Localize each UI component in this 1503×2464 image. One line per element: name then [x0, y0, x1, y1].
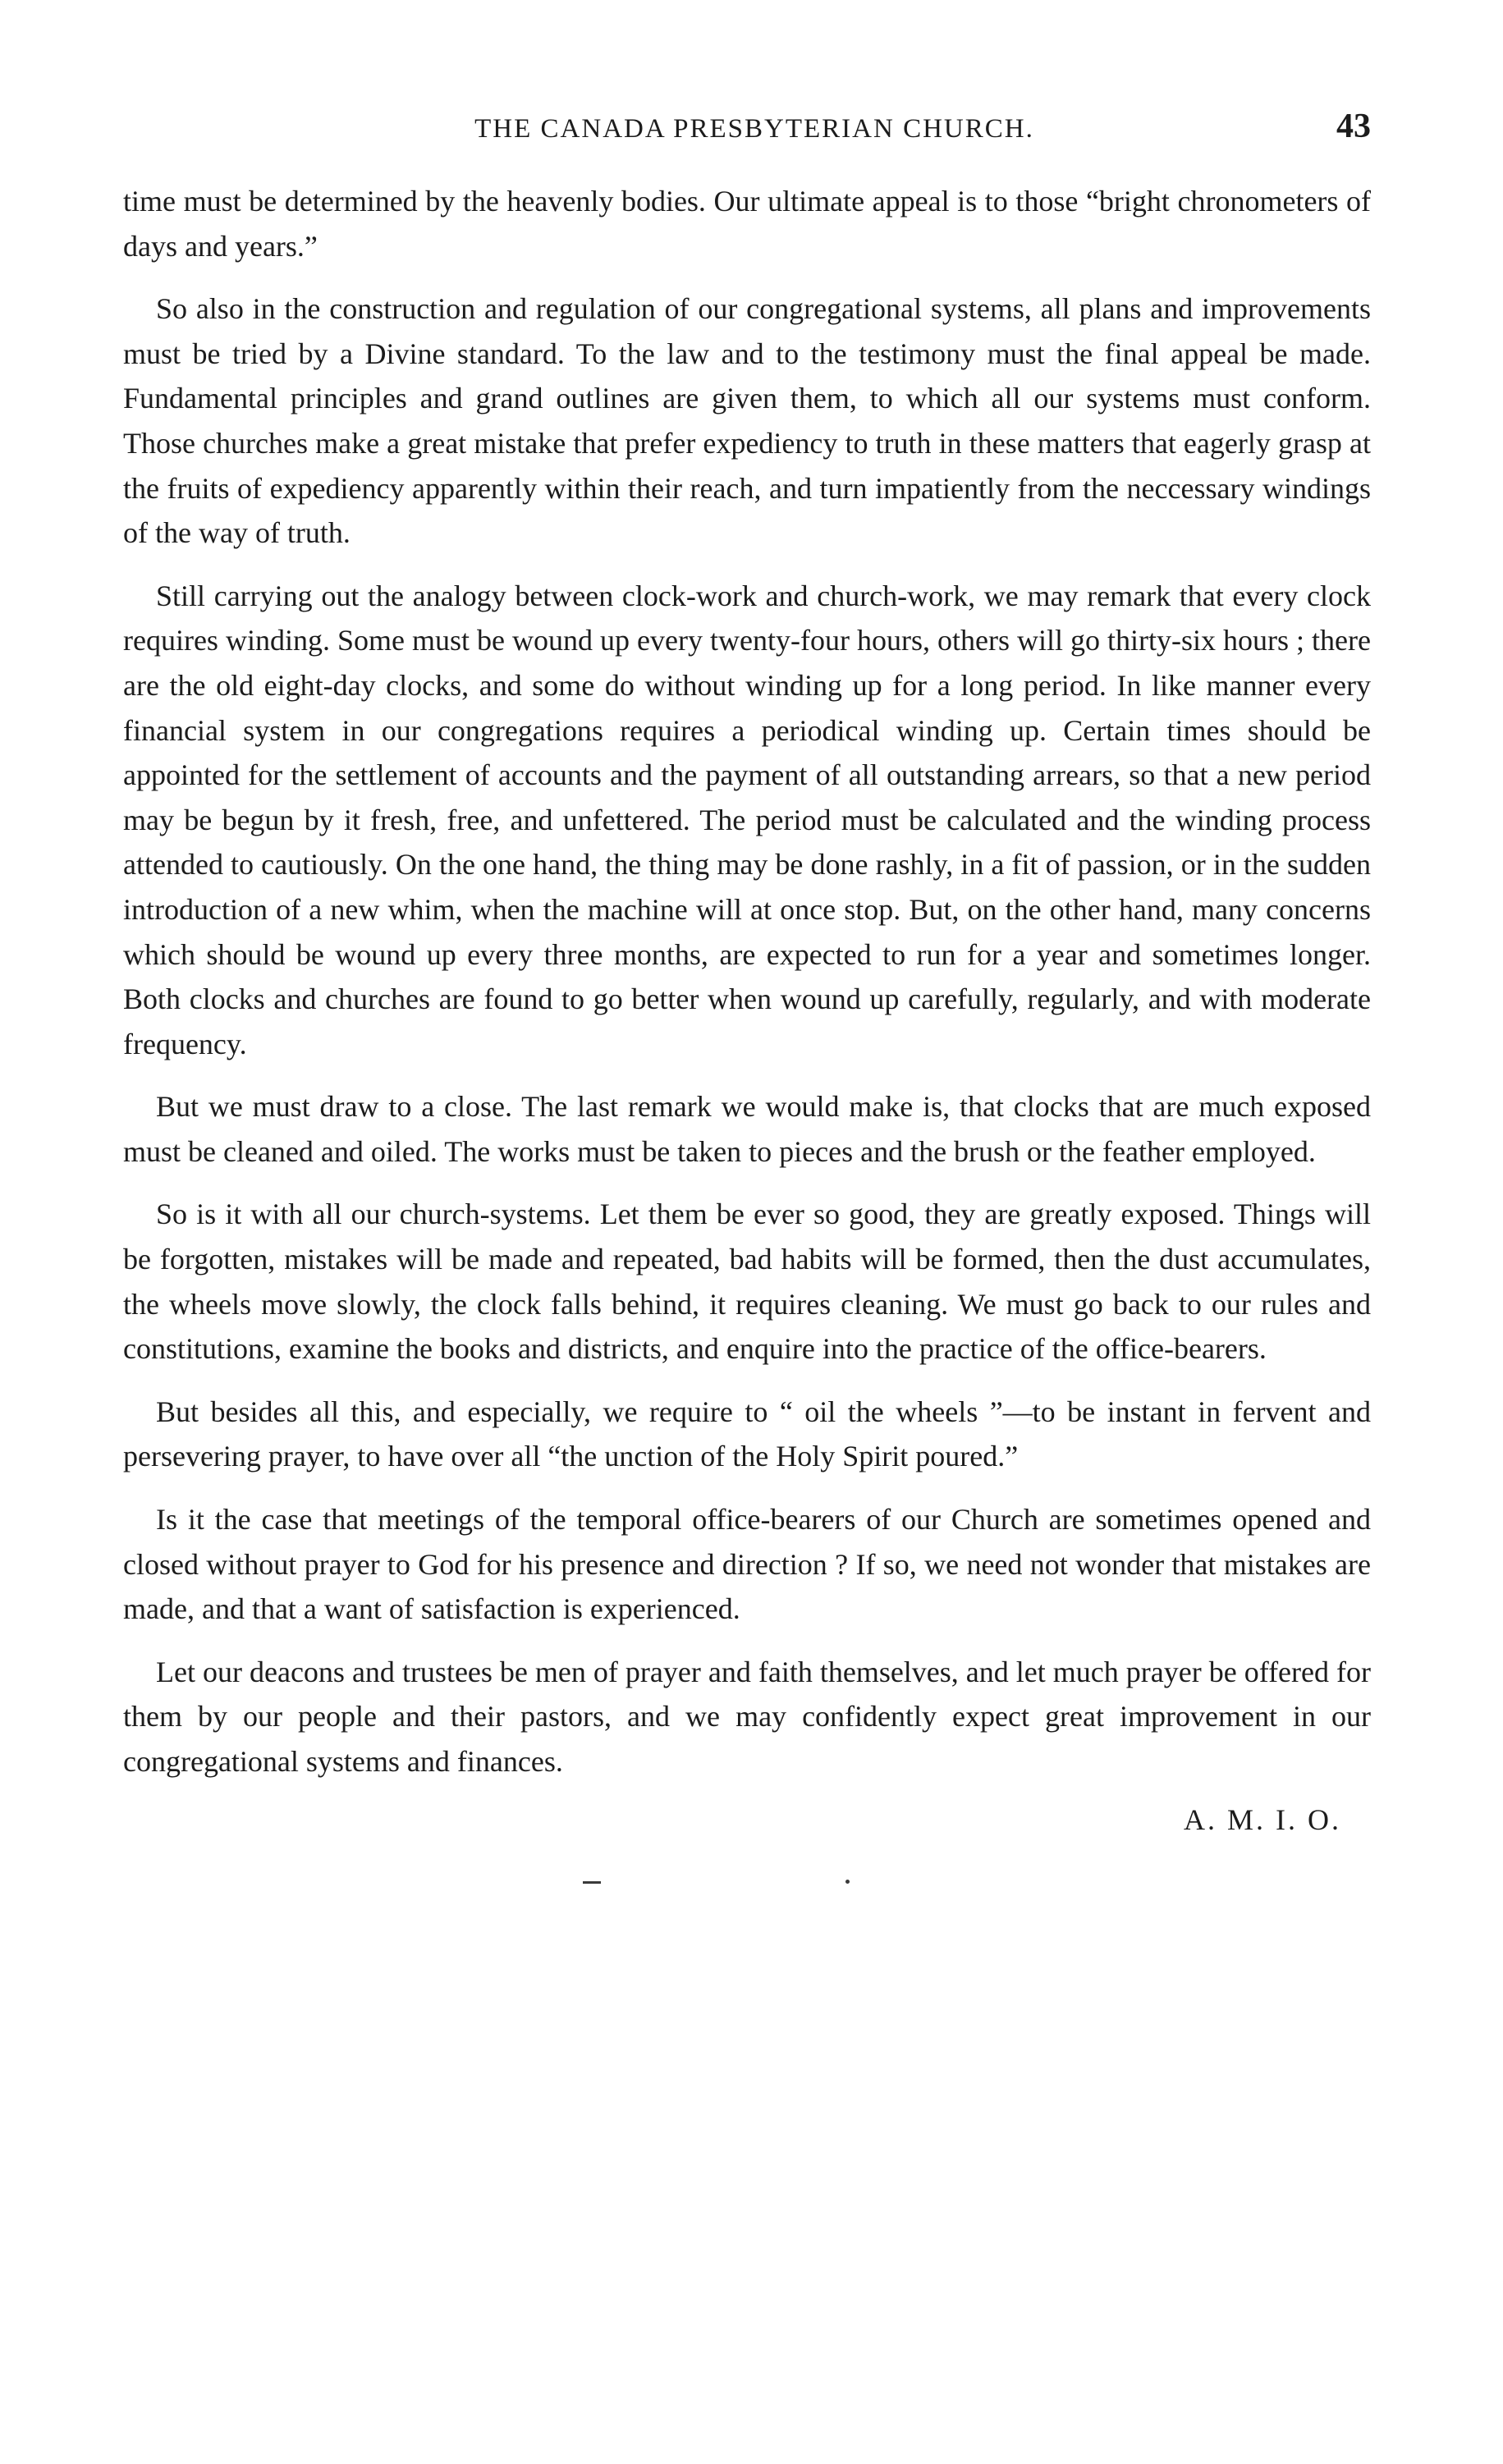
footer-dot: [845, 1880, 850, 1884]
paragraph-8: Let our deacons and trustees be men of prayer and faith themselves, and let much prayer be offered for them by our people and their pastors, and we may confidently expect great improvement in our congregational systems and finances.: [123, 1655, 1371, 1778]
page-number: 43: [1336, 108, 1371, 145]
running-title: THE CANADA PRESBYTERIAN CHURCH.: [474, 114, 1034, 144]
paragraph-3: Still carrying out the analogy between clock-work and church-work, we may remark that every clock requires winding. Some must be wound up every twenty-four hours, others will go thirty-six hours ; there are the old eight-day clocks, and some do without winding up for a long period. In like manner every financial system in our congregations requires a periodical winding up. Certain times should be appointed for the settlement of accounts and the payment of all outstanding arrears, so that a new period may be begun by it fresh, free, and unfettered. The period must be calculated and the winding process attended to cautiously. On the one hand, the thing may be done rashly, in a fit of passion, or in the sudden introduction of a new whim, when the machine will at once stop. But, on the other hand, many concerns which should be wound up every three months, are expected to run for a year and sometimes longer. Both clocks and churches are found to go better when wound up carefully, regularly, and with moderate frequency.: [123, 579, 1371, 1060]
running-header: [123, 107, 1371, 161]
paragraph-1: time must be determined by the heavenly bodies. Our ultimate appeal is to those “bright chronometers of days and years.”: [123, 185, 1371, 263]
paragraph-2: So also in the construction and regulation of our congregational systems, all plans and improvements must be tried by a Divine standard. To the law and to the testimony must the final appeal be made. Fundamental principles and grand outlines are given them, to which all our systems must conform. Those churches make a great mistake that prefer expediency to truth in these matters that eagerly grasp at the fruits of expediency apparently within their reach, and turn impatiently from the neccessary windings of the way of truth.: [123, 292, 1371, 550]
paragraph-7: Is it the case that meetings of the temporal office-bearers of our Church are sometimes opened and closed without prayer to God for his presence and direction ? If so, we need not wonder that mistakes are made, and that a want of satisfaction is experienced.: [123, 1503, 1371, 1626]
paragraph-6: But besides all this, and especially, we require to “ oil the wheels ”—to be instant in fervent and persevering prayer, to have over all “the unction of the Holy Spirit poured.”: [123, 1395, 1371, 1473]
document-page: [123, 107, 1371, 1911]
paragraph-4: But we must draw to a close. The last remark we would make is, that clocks that are much exposed must be cleaned and oiled. The works must be taken to pieces and the brush or the feather employed.: [123, 1090, 1371, 1168]
footer-dash: [583, 1881, 601, 1884]
author-signature: A. M. I. O.: [1184, 1802, 1341, 1836]
paragraph-5: So is it with all our church-systems. Let them be ever so good, they are greatly exposed. Things will be forgotten, mistakes will be made and repeated, bad habits will be formed, then the dust accumulates, the wheels move slowly, the clock falls behind, it requires cleaning. We must go back to our rules and constitutions, examine the books and districts, and enquire into the practice of the office-bearers.: [123, 1198, 1371, 1366]
footer-ornament: [123, 1862, 1371, 1911]
